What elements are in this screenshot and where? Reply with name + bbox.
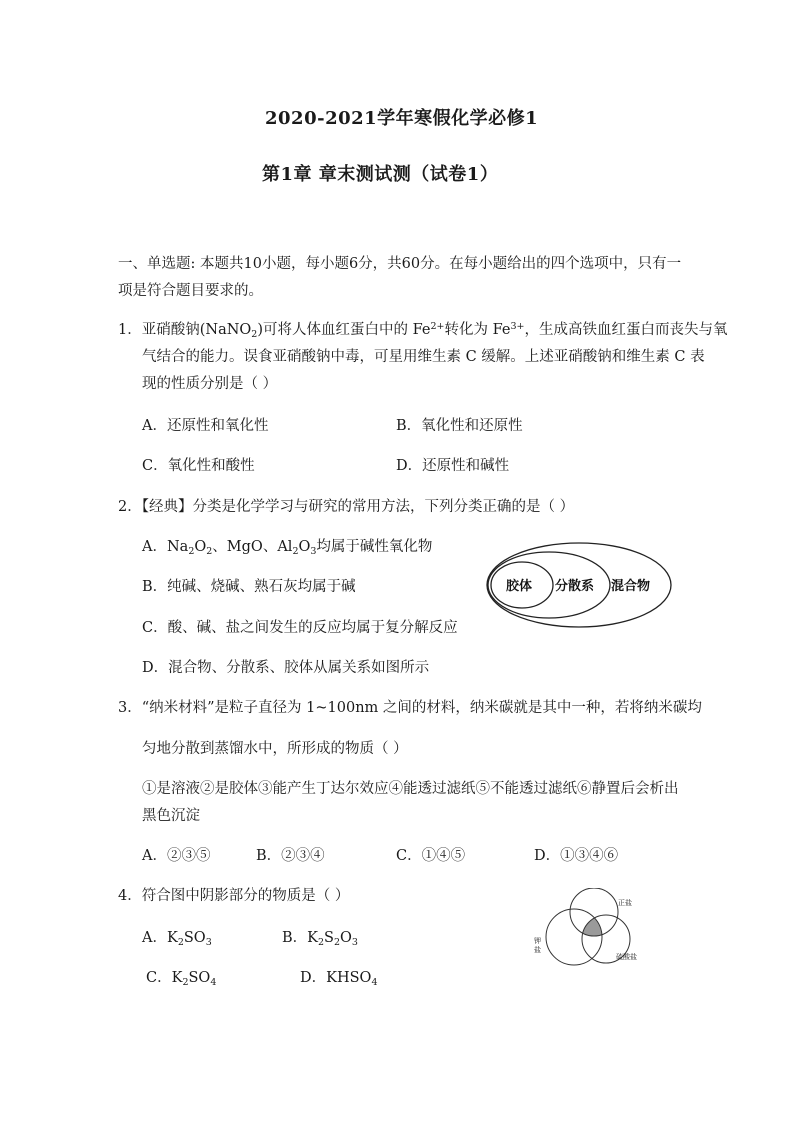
venn-label-left-1: 钾 [534, 937, 541, 945]
question-2-option-b: B．纯碱、烧碱、熟石灰均属于碱 [142, 579, 356, 595]
question-1-line1: 1．亚硝酸钠(NaNO$_2$)可将人体血红蛋白中的 $Fe^{2+}$转化为 $Fe^{3+}$，生成高铁血红蛋白而丧失与氧 [118, 321, 728, 340]
question-3-line1: 3．“纳米材料”是粒子直径为 1~100nm 之间的材料，纳米碳就是其中一种，若将纳米碳均 [118, 700, 702, 716]
question-1-option-c: C．氧化性和酸性 [142, 458, 255, 474]
diagram-label-middle: 分散系 [555, 579, 595, 594]
question-4-option-c: C．$K_2SO_4$ [146, 970, 217, 988]
question-1-option-a: A．还原性和氧化性 [142, 418, 269, 434]
question-1-option-b: B．氧化性和还原性 [396, 418, 523, 434]
question-4-option-a: A．$K_2SO_3$ [142, 930, 212, 948]
section-instruction-line1: 一、单选题: 本题共10小题，每小题6分，共60分。在每小题给出的四个选项中，只有一 [118, 256, 682, 272]
question-3-option-d: D．①③④⑥ [534, 848, 619, 864]
venn-circle-left [546, 909, 602, 965]
question-1-line2: 气结合的能力。误食亚硝酸钠中毒，可星用维生素 C 缓解。上述亚硝酸钠和维生素 C 表 [142, 349, 705, 365]
question-4-option-b: B．$K_2S_2O_3$ [282, 930, 358, 948]
question-3-line4: 黑色沉淀 [142, 808, 200, 824]
salt-venn-diagram [530, 888, 660, 970]
question-1-line3: 现的性质分别是（ ） [142, 376, 278, 392]
question-2-option-a: A．$Na_2O_2$、MgO、$Al_2O_3$均属于碱性氧化物 [142, 539, 433, 557]
question-2-option-d: D．混合物、分散系、胶体从属关系如图所示 [142, 660, 430, 676]
question-3-line2: 匀地分散到蒸馏水中，所形成的物质（ ） [142, 741, 408, 757]
question-3-option-c: C．①④⑤ [396, 848, 466, 864]
question-4-option-d: D．$KHSO_4$ [300, 970, 378, 988]
question-3-option-a: A．②③⑤ [142, 848, 211, 864]
classification-nested-ellipse-diagram [484, 540, 674, 630]
venn-label-bottom-right: 硫酸盐 [616, 953, 637, 961]
diagram-label-inner: 胶体 [506, 579, 533, 594]
venn-label-left-2: 盐 [534, 946, 541, 954]
diagram-label-outer: 混合物 [611, 579, 651, 594]
page-subtitle: 第1章 章末测试测（试卷1） [262, 164, 499, 185]
question-4-stem: 4．符合图中阴影部分的物质是（ ） [118, 888, 350, 904]
question-3-line3: ①是溶液②是胶体③能产生丁达尔效应④能透过滤纸⑤不能透过滤纸⑥静置后会析出 [142, 781, 679, 797]
page-title: 2020-2021学年寒假化学必修1 [265, 108, 539, 129]
section-instruction-line2: 项是符合题目要求的。 [118, 283, 263, 299]
venn-label-top-right: 正盐 [618, 899, 632, 907]
question-3-option-b: B．②③④ [256, 848, 325, 864]
question-1-option-d: D．还原性和碱性 [396, 458, 510, 474]
question-2-option-c: C．酸、碱、盐之间发生的反应均属于复分解反应 [142, 620, 458, 636]
question-2-stem: 2．【经典】分类是化学学习与研究的常用方法，下列分类正确的是（ ） [118, 499, 575, 515]
